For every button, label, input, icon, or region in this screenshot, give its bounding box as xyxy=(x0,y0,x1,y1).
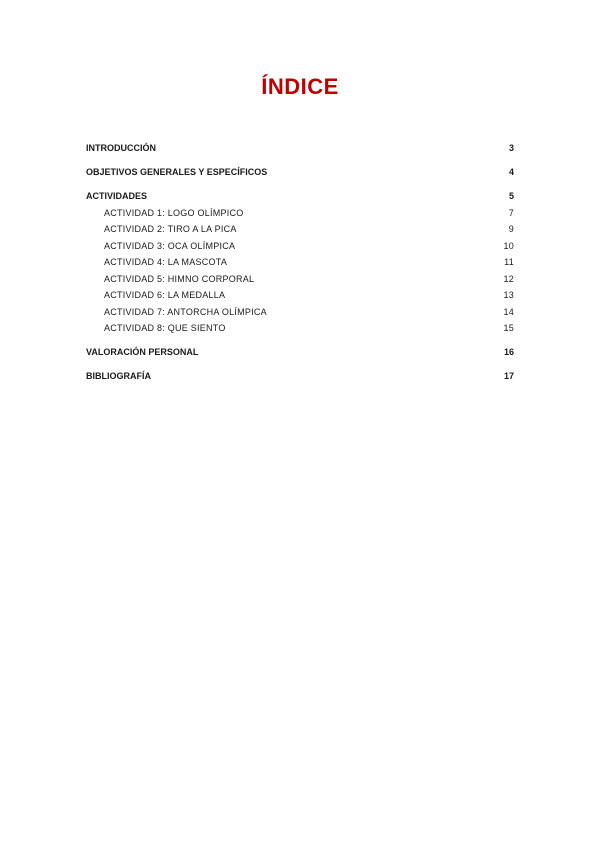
toc-entry-label: BIBLIOGRAFÍA xyxy=(86,371,151,381)
toc-subentry-actividad-8[interactable] xyxy=(86,320,514,337)
toc-entry-bibliografia[interactable] xyxy=(86,368,514,385)
toc-subentry-actividad-7[interactable] xyxy=(86,304,514,321)
toc-entry-page-number: 5 xyxy=(508,191,514,201)
toc-entry-page-number: 3 xyxy=(508,143,514,153)
toc-entry-valoracion-personal[interactable] xyxy=(86,344,514,361)
toc-entry-page-number: 7 xyxy=(508,207,514,218)
toc-entry-page-number: 4 xyxy=(508,167,514,177)
toc-entry-label: OBJETIVOS GENERALES Y ESPECÍFICOS xyxy=(86,167,268,177)
toc-entry-objetivos[interactable] xyxy=(86,164,514,181)
toc-entry-page-number: 9 xyxy=(508,224,514,234)
toc-subentry-actividad-1[interactable] xyxy=(86,205,514,222)
toc-entry-label: ACTIVIDAD 2: TIRO A LA PICA xyxy=(104,224,237,234)
toc-entry-page-number: 12 xyxy=(503,273,514,284)
toc-entry-label: INTRODUCCIÓN xyxy=(86,143,156,153)
toc-entry-page-number: 13 xyxy=(503,290,514,300)
toc-entry-label: ACTIVIDAD 5: HIMNO CORPORAL xyxy=(104,273,255,284)
toc-subentry-actividad-4[interactable] xyxy=(86,254,514,271)
toc-entry-page-number: 10 xyxy=(503,240,514,251)
toc-entry-page-number: 16 xyxy=(503,347,514,357)
toc-subentry-actividad-2[interactable] xyxy=(86,221,514,238)
toc-entry-label: ACTIVIDAD 1: LOGO OLÍMPICO xyxy=(104,207,244,218)
toc-entry-page-number: 11 xyxy=(504,257,514,267)
toc-entry-page-number: 17 xyxy=(503,371,514,381)
toc-entry-label: VALORACIÓN PERSONAL xyxy=(86,347,199,357)
toc-subentry-actividad-3[interactable] xyxy=(86,238,514,255)
table-of-contents xyxy=(86,140,514,385)
toc-entry-page-number: 15 xyxy=(503,323,514,333)
toc-entry-label: ACTIVIDAD 3: OCA OLÍMPICA xyxy=(104,240,236,251)
toc-entry-page-number: 14 xyxy=(503,306,514,317)
toc-entry-actividades[interactable] xyxy=(86,188,514,205)
toc-subentry-actividad-5[interactable] xyxy=(86,271,514,288)
toc-entry-label: ACTIVIDADES xyxy=(86,191,148,201)
toc-entry-label: ACTIVIDAD 7: ANTORCHA OLÍMPICA xyxy=(104,306,267,317)
toc-entry-label: ACTIVIDAD 6: LA MEDALLA xyxy=(104,290,226,300)
toc-subentry-actividad-6[interactable] xyxy=(86,287,514,304)
page-title: ÍNDICE xyxy=(261,74,339,99)
toc-entry-label: ACTIVIDAD 4: LA MASCOTA xyxy=(104,257,228,267)
toc-entry-label: ACTIVIDAD 8: QUE SIENTO xyxy=(104,323,226,333)
toc-entry-introduccion[interactable] xyxy=(86,140,514,157)
